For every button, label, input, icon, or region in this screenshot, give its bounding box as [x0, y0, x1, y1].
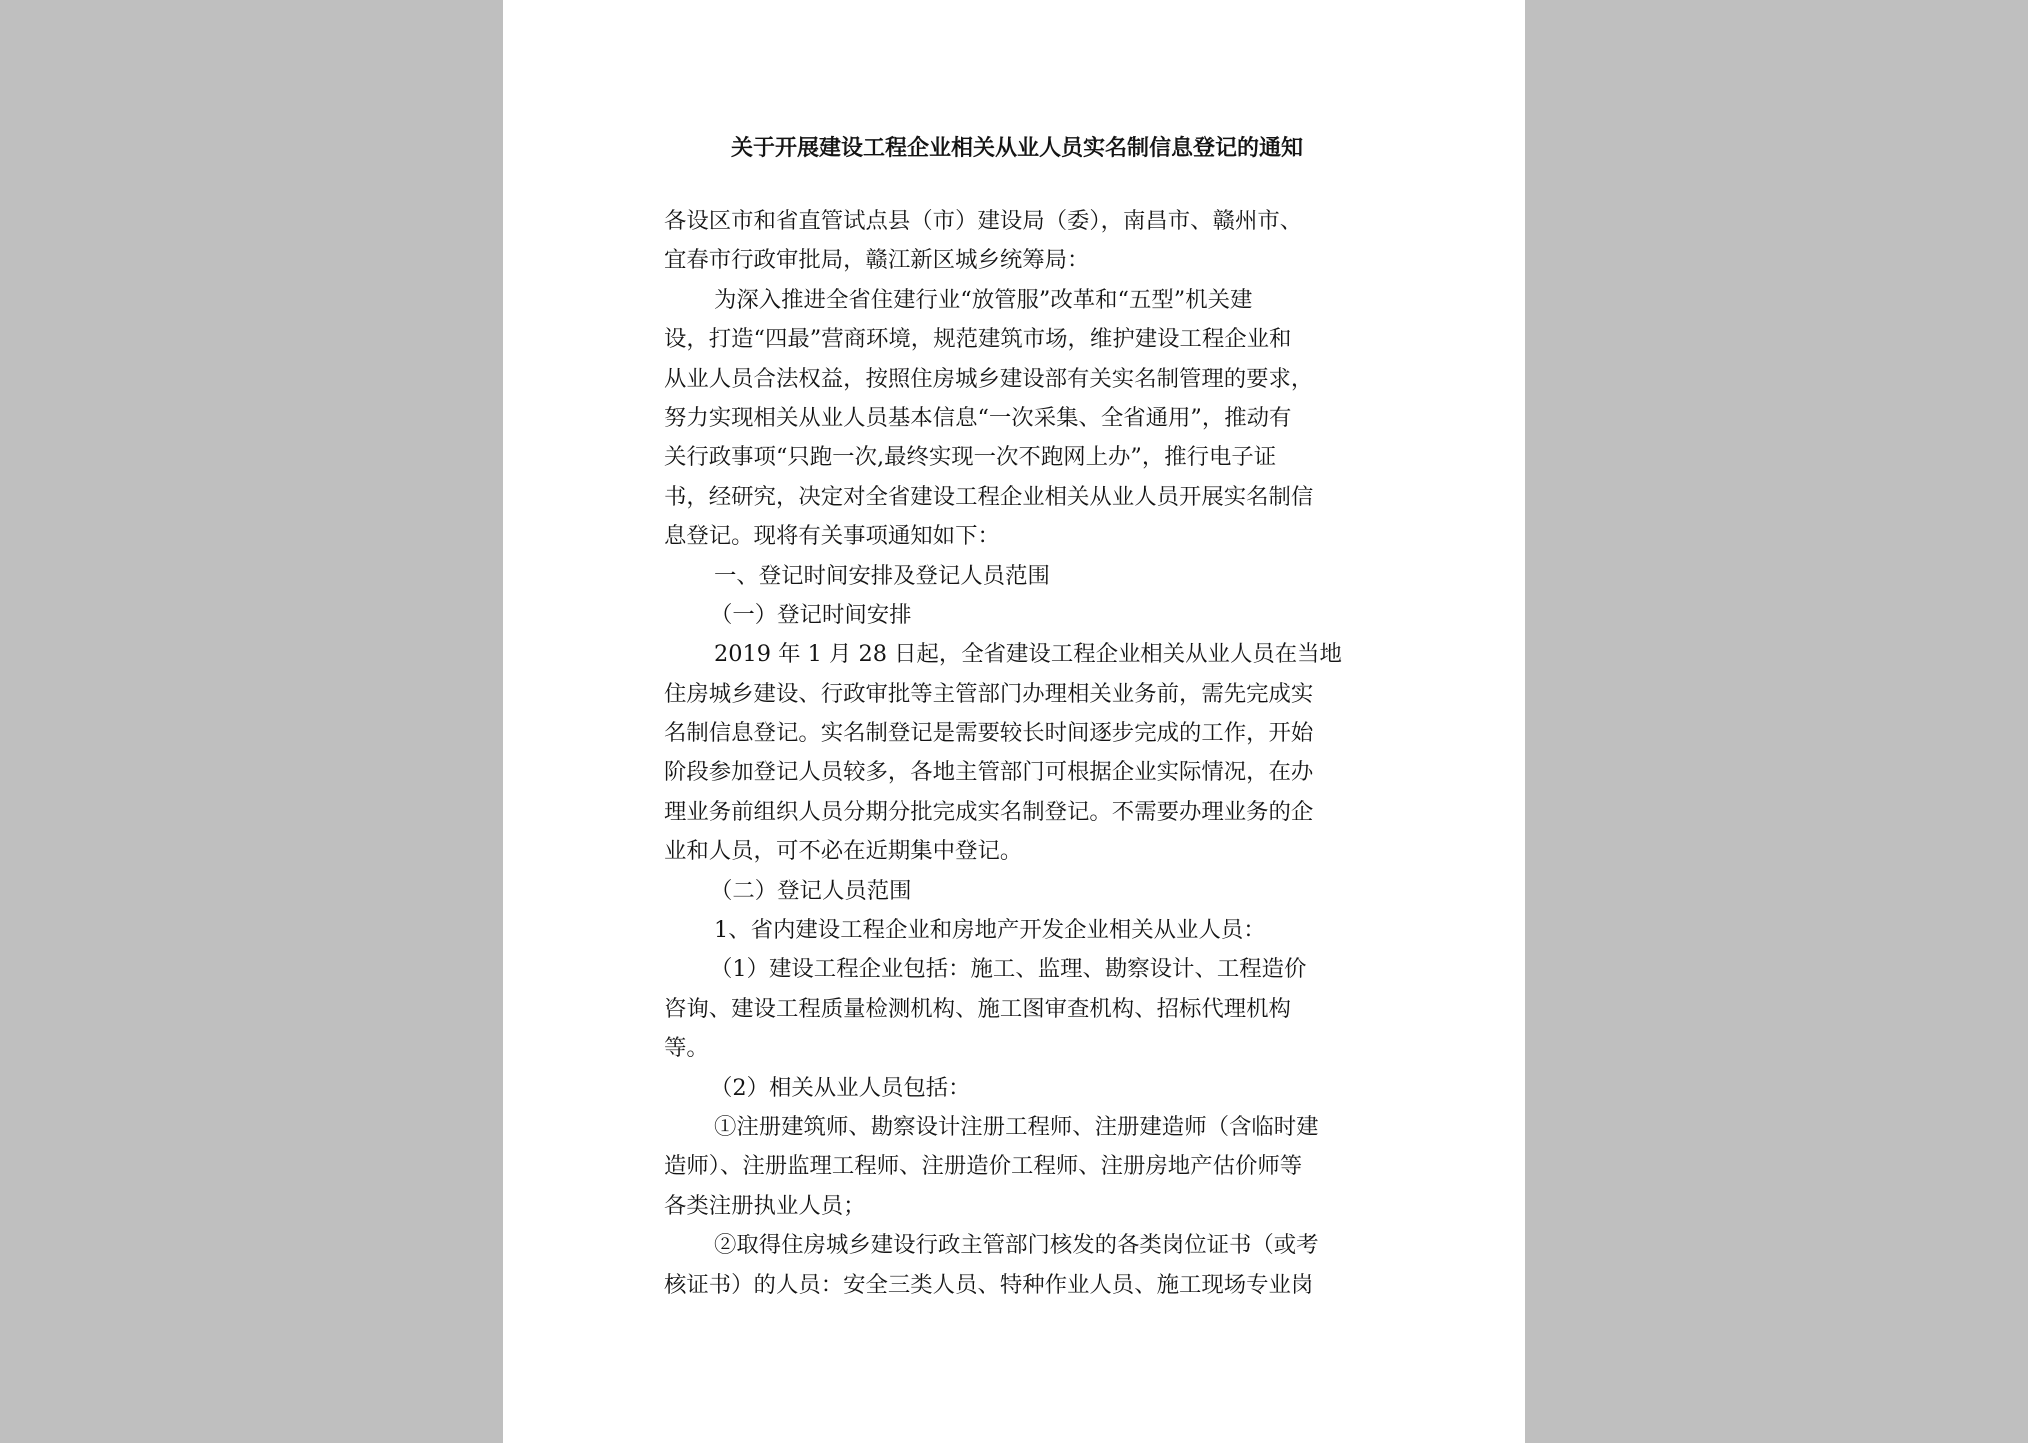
text-line: 业和人员，可不必在近期集中登记。 [664, 838, 1023, 865]
text-line: 各类注册执业人员； [664, 1192, 866, 1219]
text-line: 各设区市和省直管试点县（市）建设局（委），南昌市、赣州市、 [664, 208, 1303, 234]
document-page [503, 0, 1525, 1443]
text-line: 宜春市行政审批局，赣江新区城乡统筹局： [664, 247, 1090, 274]
text-line: （2）相关从业人员包括： [710, 1074, 971, 1101]
text-line: 关行政事项“只跑一次,最终实现一次不跑网上办”，推行电子证 [664, 444, 1277, 471]
text-line: 设，打造“四最”营商环境，规范建筑市场，维护建设工程企业和 [664, 326, 1292, 353]
text-line: 2019 年 1 月 28 日起，全省建设工程企业相关从业人员在当地 [714, 641, 1342, 668]
text-line: 核证书）的人员：安全三类人员、特种作业人员、施工现场专业岗 [664, 1271, 1314, 1298]
text-line: （一）登记时间安排 [710, 601, 912, 628]
document-title: 关于开展建设工程企业相关从业人员实名制信息登记的通知 [730, 135, 1303, 161]
text-line: 等。 [664, 1035, 709, 1062]
text-line: 咨询、建设工程质量检测机构、施工图审查机构、招标代理机构 [664, 995, 1291, 1022]
text-line: 理业务前组织人员分期分批完成实名制登记。不需要办理业务的企 [664, 798, 1314, 825]
text-line: ②取得住房城乡建设行政主管部门核发的各类岗位证书（或考 [714, 1232, 1319, 1259]
text-line: 阶段参加登记人员较多，各地主管部门可根据企业实际情况，在办 [664, 759, 1314, 786]
text-line: 造师）、注册监理工程师、注册造价工程师、注册房地产估价师等 [664, 1153, 1303, 1180]
text-line: 从业人员合法权益，按照住房城乡建设部有关实名制管理的要求， [664, 365, 1314, 392]
document-body [664, 130, 1370, 1305]
document-text [664, 202, 1370, 1305]
text-line: 息登记。现将有关事项通知如下： [664, 523, 1000, 550]
text-line: 一、登记时间安排及登记人员范围 [714, 562, 1050, 589]
text-line: （二）登记人员范围 [710, 877, 912, 904]
text-line: （1）建设工程企业包括：施工、监理、勘察设计、工程造价 [710, 956, 1307, 983]
text-line: ①注册建筑师、勘察设计注册工程师、注册建造师（含临时建 [714, 1113, 1319, 1140]
text-line: 住房城乡建设、行政审批等主管部门办理相关业务前，需先完成实 [664, 680, 1314, 707]
text-line: 1、省内建设工程企业和房地产开发企业相关从业人员： [714, 917, 1266, 944]
text-line: 书，经研究，决定对全省建设工程企业相关从业人员开展实名制信 [664, 483, 1314, 510]
text-line: 名制信息登记。实名制登记是需要较长时间逐步完成的工作，开始 [664, 720, 1314, 747]
text-line: 努力实现相关从业人员基本信息“一次采集、全省通用”，推动有 [664, 404, 1292, 431]
text-line: 为深入推进全省住建行业“放管服”改革和“五型”机关建 [714, 286, 1253, 313]
